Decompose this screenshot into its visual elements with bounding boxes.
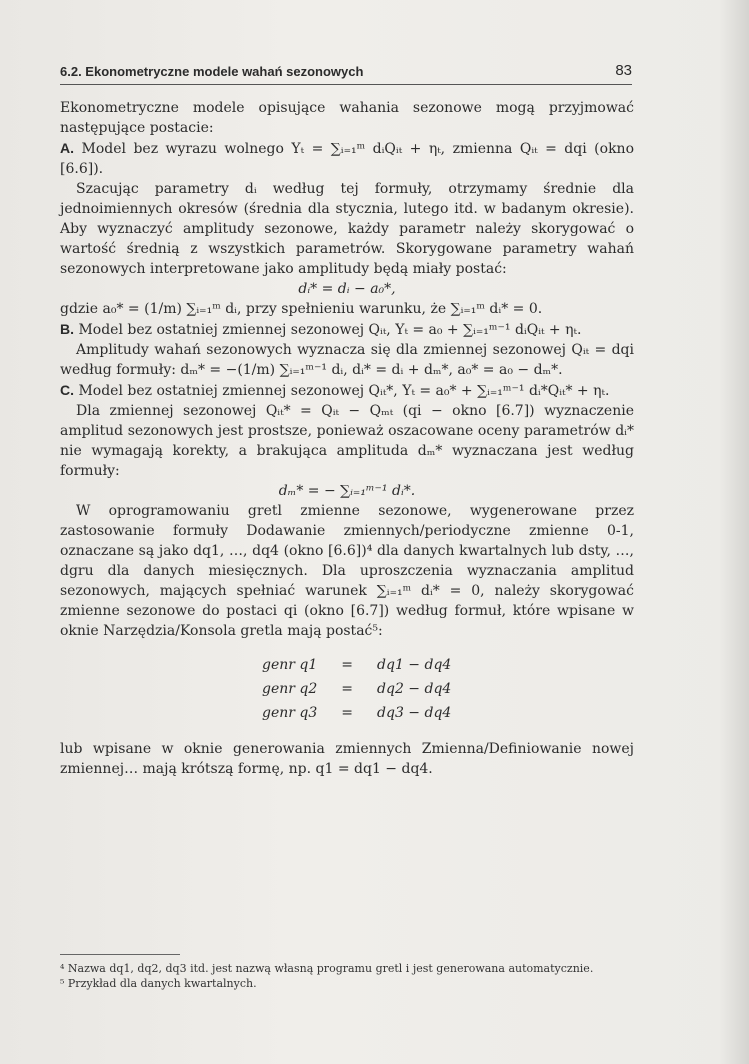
paragraph-gretl: W oprogramowaniu gretl zmienne sezonowe, wygenerowane przez zastosowanie formuły Dodawanie zmiennych/periodyczne zmienne 0-1, oznaczane są jako dq1, …, dq4 (okno [6.6])⁴ dla danych kwartalnych lub dsty, …, dgru dla danych miesięcznych. Dla uproszczenia wyznaczania amplitud sezonowych, mających spełniać warunek ∑ᵢ₌₁ᵐ dᵢ* = 0, należy skorygować zmienne sezonowe do postaci qi (okno [6.7]) według formuł, które wpisane w oknie Narzędzia/Konsola gretla mają postać⁵:: [60, 503, 634, 639]
equation-rhs: dq2 − dq4: [377, 681, 452, 697]
paragraph-case-b-amplitudes: Amplitudy wahań sezonowych wyznacza się dla zmiennej sezonowej Qᵢₜ = dqi według formuły: dₘ* = −(1/m) ∑ᵢ₌₁ᵐ⁻¹ dᵢ, dᵢ* = dᵢ + dₘ*, a₀* = a₀ − dₘ*.: [60, 342, 634, 378]
page-content: [60, 98, 634, 779]
paragraph-alternative: lub wpisane w oknie generowania zmiennych Zmienna/Definiowanie nowej zmiennej… mają krótszą formę, np. q1 = dq1 − dq4.: [60, 741, 634, 777]
formula-d-star: dᵢ* = dᵢ − a₀*,: [298, 281, 396, 297]
running-header: [60, 62, 632, 85]
formula-dm-star: dₘ* = − ∑ᵢ₌₁ᵐ⁻¹ dᵢ*.: [278, 483, 416, 499]
paragraph-where: gdzie a₀* = (1/m) ∑ᵢ₌₁ᵐ dᵢ, przy spełnieniu warunku, że ∑ᵢ₌₁ᵐ dᵢ* = 0.: [60, 301, 543, 317]
equation-row: [250, 677, 463, 701]
equation-lhs: genr q3: [262, 705, 318, 721]
case-b: [60, 319, 634, 340]
paragraph-intro: Ekonometryczne modele opisujące wahania sezonowe mogą przyjmować następujące postacie:: [60, 100, 634, 136]
section-title: 6.2. Ekonometryczne modele wahań sezonowych: [60, 64, 364, 79]
footnote-5: ⁵ Przykład dla danych kwartalnych.: [60, 977, 257, 990]
footnotes: [60, 954, 634, 991]
case-b-label: B.: [60, 321, 74, 337]
equation-op: =: [341, 657, 354, 673]
case-c-label: C.: [60, 382, 74, 398]
equation-row: [250, 653, 463, 677]
case-a-text: Model bez wyrazu wolnego Yₜ = ∑ᵢ₌₁ᵐ dᵢQᵢₜ + ηₜ, zmienna Qᵢₜ = dqi (okno [6.6]).: [60, 141, 634, 177]
paragraph-amplitudes: Szacując parametry dᵢ według tej formuły, otrzymamy średnie dla jednoimiennych okresów (średnia dla stycznia, lutego itd. w badanym okresie). Aby wyznaczyć amplitudy sezonowe, każdy parametr należy skorygować o wartość średnią z wszystkich parametrów. Skorygowane parametry wahań sezonowych interpretowane jako amplitudy będą miały postać:: [60, 181, 634, 277]
equation-rhs: dq1 − dq4: [377, 657, 452, 673]
equation-row: [250, 701, 463, 725]
paragraph-case-c: Dla zmiennej sezonowej Qᵢₜ* = Qᵢₜ − Qₘₜ (qi − okno [6.7]) wyznaczenie amplitud sezonowych jest prostsze, ponieważ oszacowane oceny parametrów dᵢ* nie wymagają korekty, a brakująca amplituda dₘ* wyznaczana jest według formuły:: [60, 403, 634, 479]
equation-rhs: dq3 − dq4: [377, 705, 452, 721]
case-c-text: Model bez ostatniej zmiennej sezonowej Qᵢₜ*, Yₜ = a₀* + ∑ᵢ₌₁ᵐ⁻¹ dᵢ*Qᵢₜ* + ηₜ.: [78, 383, 610, 399]
footnote-4: ⁴ Nazwa dq1, dq2, dq3 itd. jest nazwą własną programu gretl i jest generowana automatycznie.: [60, 962, 594, 975]
page-number: 83: [615, 62, 632, 79]
equation-op: =: [341, 705, 354, 721]
footnote-rule: [60, 954, 180, 955]
equation-lhs: genr q1: [262, 657, 318, 673]
page-edge-shadow: [719, 0, 749, 1064]
equation-lhs: genr q2: [262, 681, 318, 697]
case-c: [60, 380, 634, 401]
genr-equations: [250, 653, 463, 725]
equation-op: =: [341, 681, 354, 697]
case-a-label: A.: [60, 140, 74, 156]
case-b-text: Model bez ostatniej zmiennej sezonowej Qᵢₜ, Yₜ = a₀ + ∑ᵢ₌₁ᵐ⁻¹ dᵢQᵢₜ + ηₜ.: [78, 322, 582, 338]
case-a: [60, 138, 634, 179]
